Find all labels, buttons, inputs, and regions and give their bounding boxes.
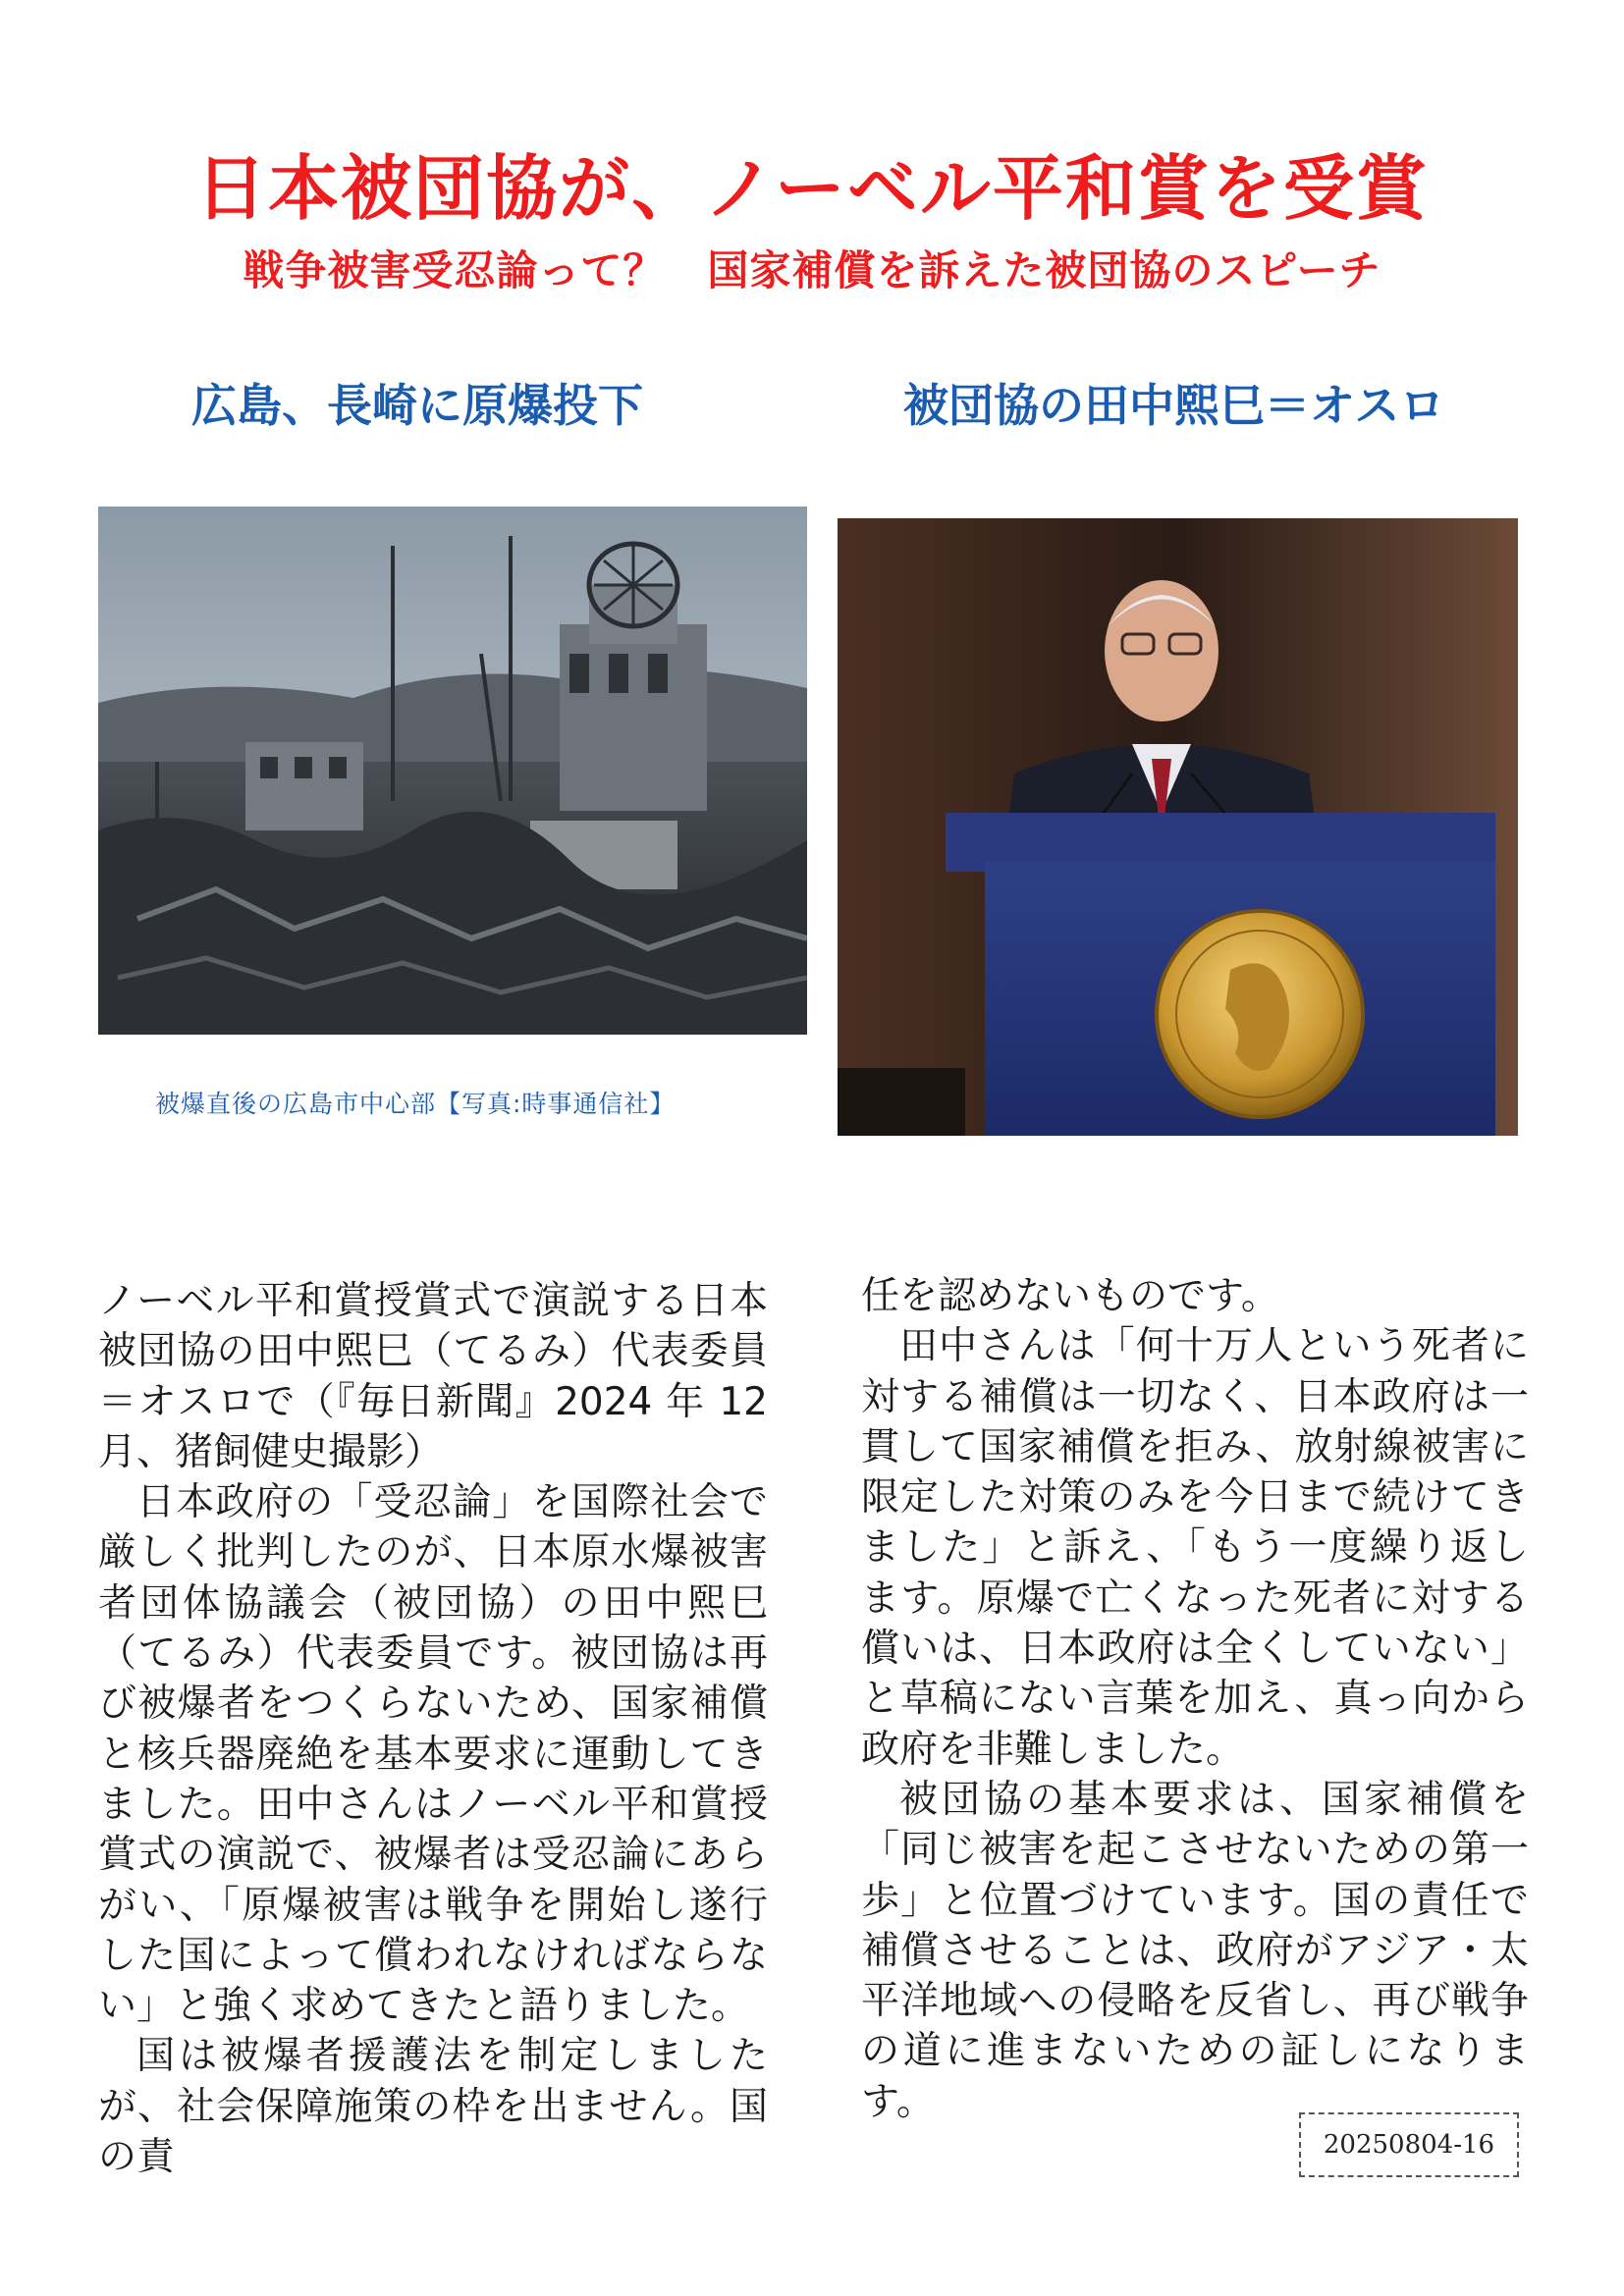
article-paragraph: 任を認めないものです。	[861, 1274, 1279, 1318]
speaker-at-podium-photo	[838, 518, 1518, 1136]
article-paragraph: 日本政府の「受忍論」を国際社会で厳しく批判したのが、日本原水爆被害者団体協議会（被団協）の田中熙巳（てるみ）代表委員です。被団協は再び被爆者をつくらないため、国家補償と核兵器廃絶を基本要求に運動してきました。田中さんはノーベル平和賞授賞式の演説で、被爆者は受忍論にあらがい、「原爆被害は戦争を開始し遂行した国によって償われなければならない」と強く求めてきたと語りました。	[98, 1480, 768, 2029]
document-id-box: 20250804-16	[1299, 2112, 1519, 2177]
right-photo-heading: 被団協の田中熙巳＝オスロ	[903, 379, 1445, 432]
left-photo-heading: 広島、長崎に原爆投下	[191, 379, 643, 432]
page-subtitle: 戦争被害受忍論って？ 国家補償を訴えた被団協のスピーチ	[243, 246, 1381, 294]
page-title: 日本被団協が、ノーベル平和賞を受賞	[195, 147, 1429, 230]
article-paragraph: ノーベル平和賞授賞式で演説する日本被団協の田中熙巳（てるみ）代表委員＝オスロで（『毎日新聞』2024 年 12 月、猪飼健史撮影）	[98, 1279, 768, 1474]
article-left-column	[98, 1276, 768, 2182]
left-photo-caption: 被爆直後の広島市中心部【写真:時事通信社】	[155, 1090, 676, 1118]
hiroshima-ruins-photo	[98, 507, 807, 1035]
article-paragraph: 国は被爆者援護法を制定しましたが、社会保障施策の枠を出ません。国の責	[98, 2034, 768, 2180]
article-paragraph: 被団協の基本要求は、国家補償を「同じ被害を起こさせないための第一歩」と位置づけています。国の責任で補償させることは、政府がアジア・太平洋地域への侵略を反省し、再び戦争の道に進まないための証しになります。	[861, 1777, 1529, 2124]
article-right-column	[861, 1271, 1529, 2127]
article-paragraph: 田中さんは「何十万人という死者に対する補償は一切なく、日本政府は一貫して国家補償を拒み、放射線被害に限定した対策のみを今日まで続けてきました」と訴え、「もう一度繰り返します。原爆で亡くなった死者に対する償いは、日本政府は全くしていない」と草稿にない言葉を加え、真っ向から政府を非難しました。	[861, 1324, 1529, 1772]
